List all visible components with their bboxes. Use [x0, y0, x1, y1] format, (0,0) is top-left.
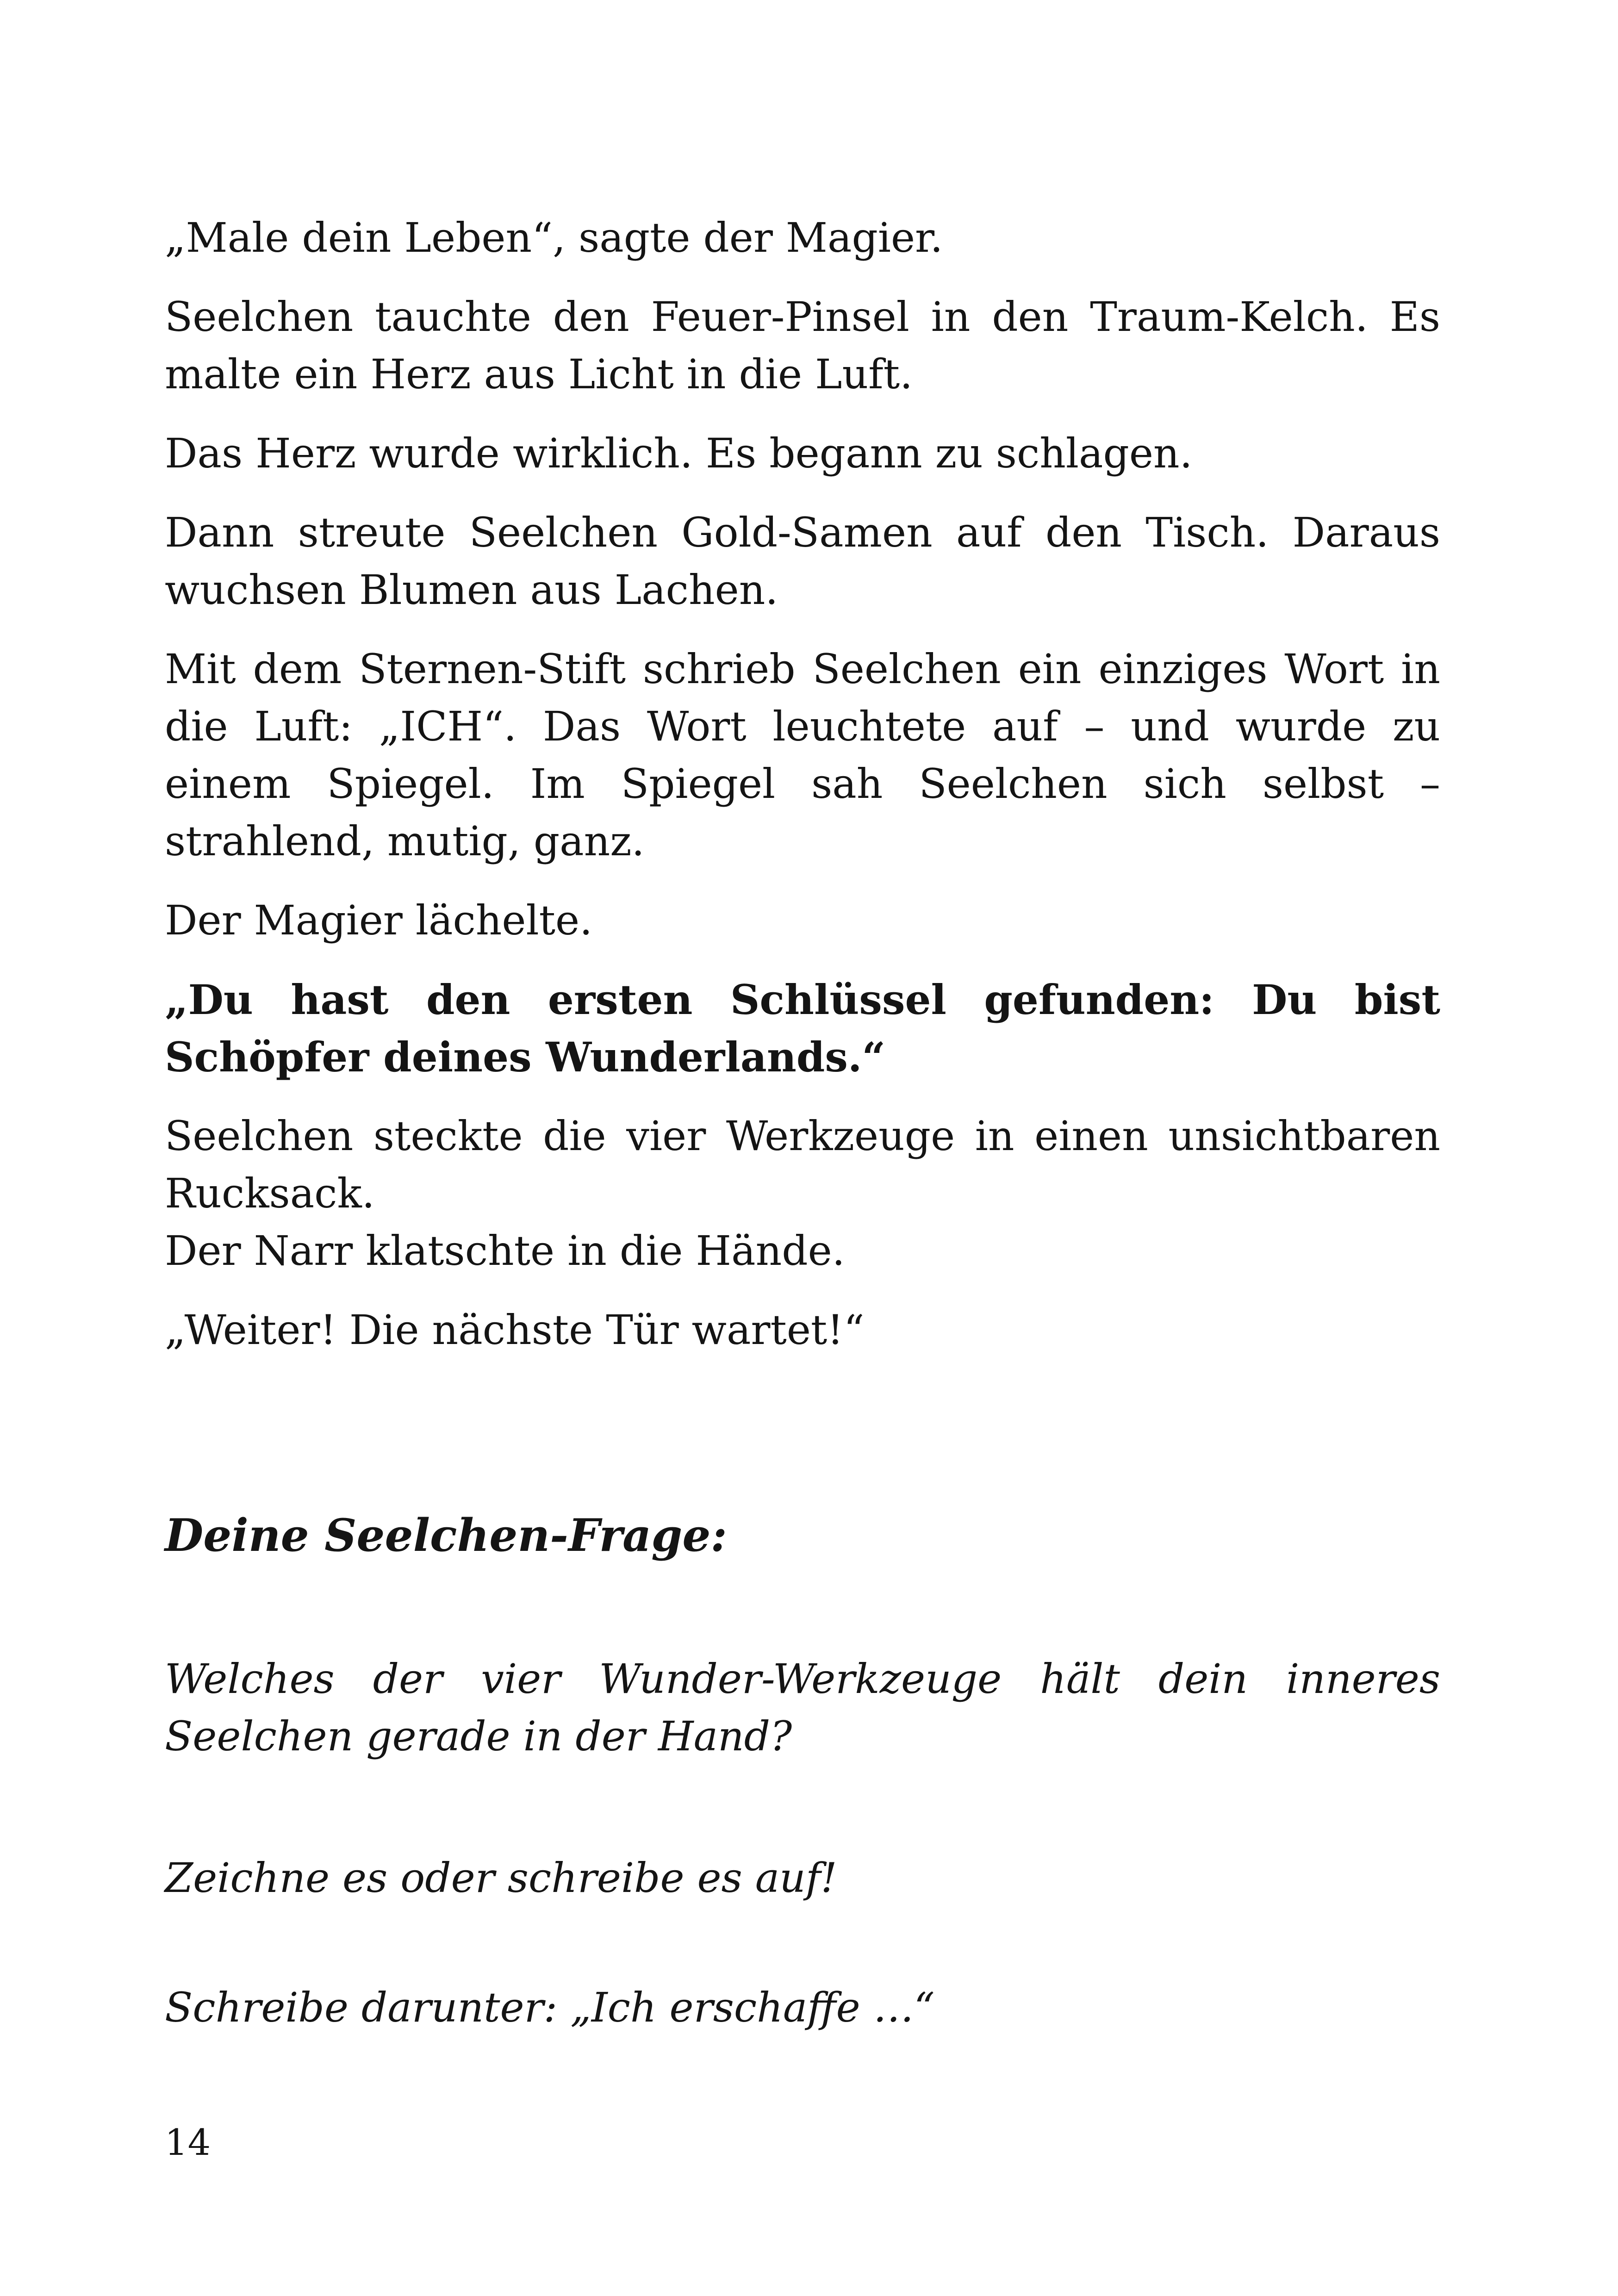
paragraph-6: Der Magier lächelte. [165, 896, 593, 944]
paragraph-8: Seelchen steckte die vier Werkzeuge in einen unsichtbaren Rucksack. [165, 1112, 1440, 1217]
paragraph-4: Dann streute Seelchen Gold-Samen auf den Tisch. Daraus wuchsen Blumen aus Lachen. [165, 509, 1440, 614]
paragraph-3: Das Herz wurde wirklich. Es begann zu schlagen. [165, 429, 1193, 477]
question-heading: Deine Seelchen-Frage: [165, 1509, 727, 1562]
page-number: 14 [165, 2122, 211, 2164]
paragraph-1: „Male dein Leben“, sagte der Magier. [165, 214, 943, 261]
paragraph-2: Seelchen tauchte den Feuer-Pinsel in den Traum-Kelch. Es malte ein Herz aus Licht in die Luft. [165, 293, 1440, 398]
paragraph-9: Der Narr klatschte in die Hände. [165, 1227, 845, 1275]
paragraph-10: „Weiter! Die nächste Tür wartet!“ [165, 1306, 865, 1354]
question-2: Zeichne es oder schreibe es auf! [165, 1854, 837, 1902]
question-1: Welches der vier Wunder-Werkzeuge hält dein inneres Seelchen gerade in der Hand? [165, 1655, 1440, 1760]
question-3: Schreibe darunter: „Ich erschaffe …“ [165, 1984, 935, 2031]
paragraph-5: Mit dem Sternen-Stift schrieb Seelchen ein einziges Wort in die Luft: „ICH“. Das Wort leuchtete auf – und wurde zu einem Spiegel. Im Spiegel sah Seelchen sich selbst – strahlend, mutig, ganz. [165, 645, 1440, 865]
key-sentence: „Du hast den ersten Schlüssel gefunden: Du bist Schöpfer deines Wunderlands.“ [165, 976, 1440, 1081]
story-text [165, 209, 1440, 1381]
